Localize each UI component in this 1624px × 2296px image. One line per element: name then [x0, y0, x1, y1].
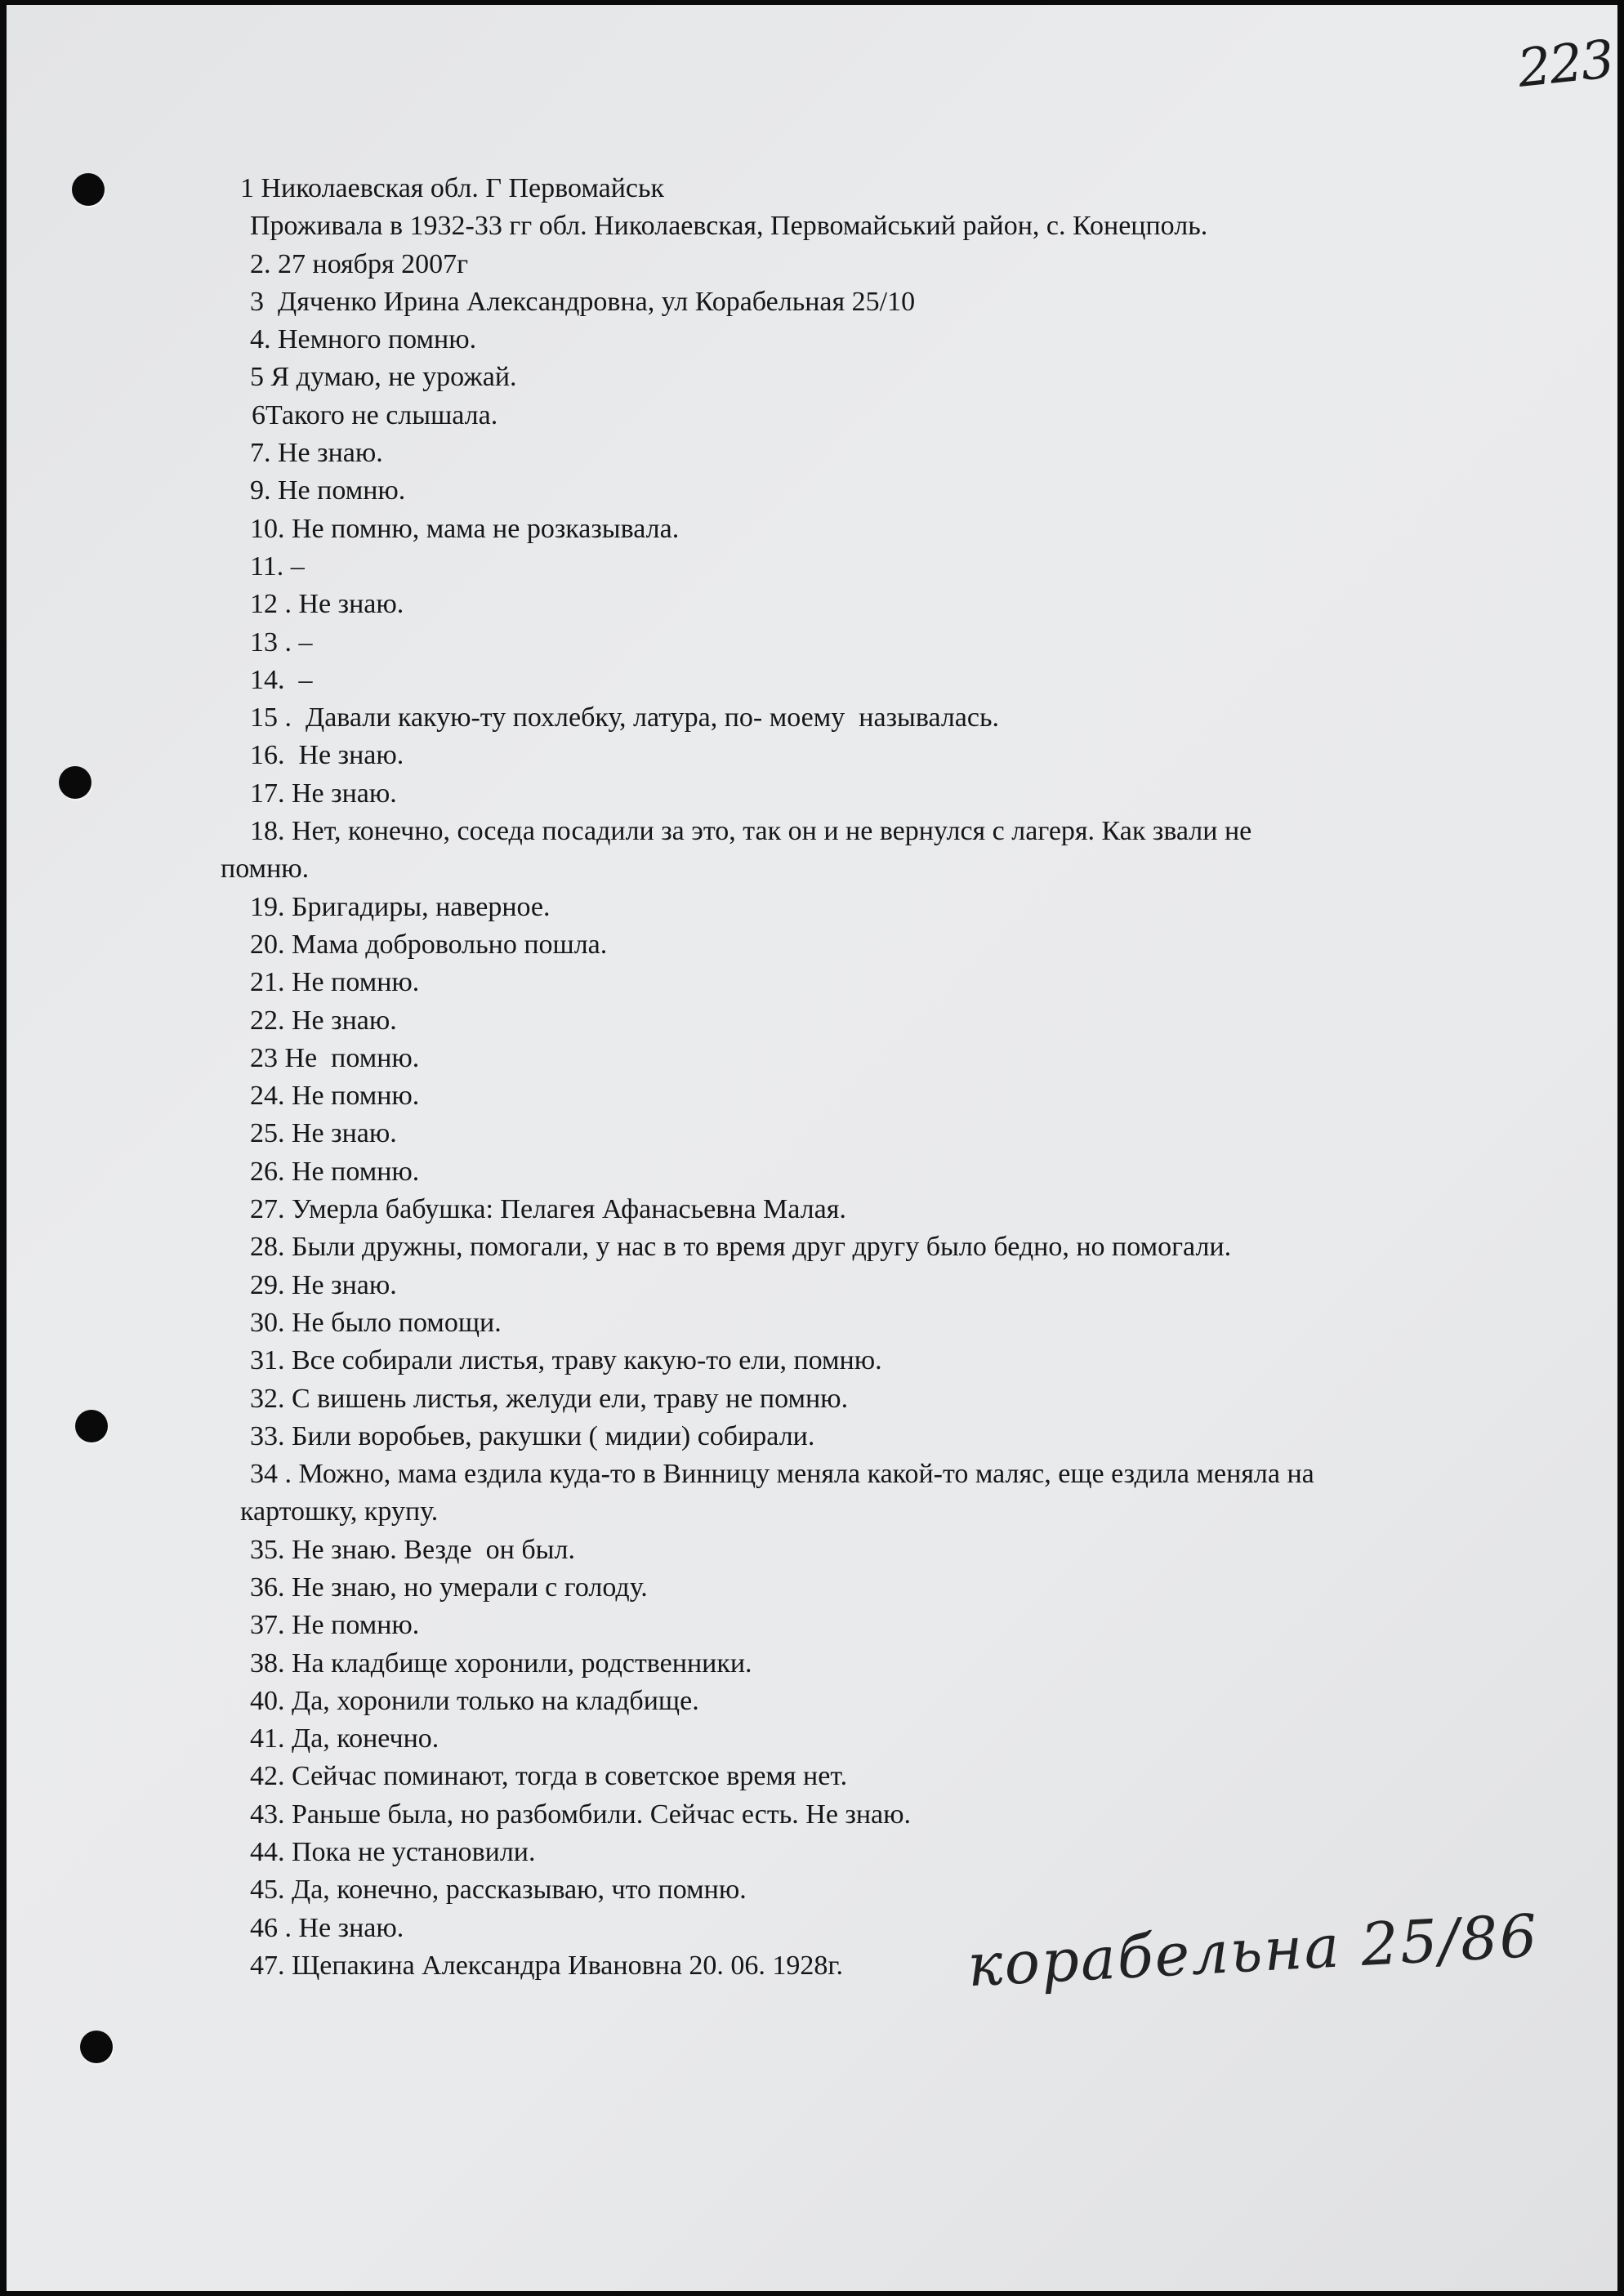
answer-line: 17. Не знаю. [250, 778, 397, 809]
answer-line: 29. Не знаю. [250, 1269, 397, 1300]
answer-line: 13 . – [250, 626, 313, 658]
answer-line: 34 . Можно, мама ездила куда-то в Винницу меняла какой-то маляс, еще ездила меняла на [250, 1459, 1314, 1490]
answer-line: 9. Не помню. [250, 475, 406, 506]
handwritten-address-note: корабельна 25/86 [966, 1901, 1541, 2000]
answer-line: 12 . Не знаю. [250, 589, 404, 620]
punch-hole [80, 2031, 113, 2063]
page-number: 223 [1515, 29, 1616, 100]
document-page [7, 5, 1617, 2291]
answer-line: 7. Не знаю. [250, 438, 383, 469]
answer-line: 1 Николаевская обл. Г Первомайськ [240, 173, 664, 203]
punch-hole [59, 766, 91, 799]
answer-line: 11. – [250, 551, 305, 582]
answer-line: 14. – [250, 664, 313, 695]
answer-line: 32. С вишень листья, желуди ели, траву не помню. [250, 1383, 849, 1414]
punch-hole [72, 173, 105, 206]
answer-line: помню. [221, 854, 310, 885]
answer-line: Проживала в 1932-33 гг обл. Николаевская, Первомайський район, с. Конецполь. [250, 211, 1208, 242]
interview-answers [221, 170, 1564, 1985]
answer-line: 4. Немного помню. [250, 324, 477, 355]
answer-line: 18. Нет, конечно, соседа посадили за это, так он и не вернулся с лагеря. Как звали не [250, 816, 1252, 847]
answer-line: 10. Не помню, мама не розказывала. [250, 513, 680, 544]
answer-line: 37. Не помню. [250, 1610, 420, 1641]
answer-line: 22. Не знаю. [250, 1005, 397, 1036]
answer-line: 16. Не знаю. [250, 740, 404, 771]
answer-line: 47. Щепакина Александра Ивановна 20. 06. 1928г. [250, 1950, 844, 1981]
answer-line: 28. Были дружны, помогали, у нас в то время друг другу было бедно, но помогали. [250, 1232, 1232, 1263]
answer-line: 36. Не знаю, но умерали с голоду. [250, 1572, 648, 1603]
answer-line: 41. Да, конечно. [250, 1723, 439, 1754]
answer-line: картошку, крупу. [240, 1496, 439, 1527]
answer-line: 38. На кладбище хоронили, родственники. [250, 1647, 752, 1679]
answer-line: 45. Да, конечно, рассказываю, что помню. [250, 1875, 747, 1906]
answer-line: 30. Не было помощи. [250, 1307, 502, 1338]
answer-line: 20. Мама добровольно пошла. [250, 929, 608, 960]
answer-line: 46 . Не знаю. [250, 1912, 404, 1943]
answer-line: 24. Не помню. [250, 1081, 420, 1112]
answer-line: 6Такого не слышала. [252, 399, 498, 430]
answer-line: 25. Не знаю. [250, 1118, 397, 1149]
answer-line: 21. Не помню. [250, 967, 420, 998]
answer-line: 26. Не помню. [250, 1156, 420, 1187]
answer-line: 19. Бригадиры, наверное. [250, 891, 551, 922]
punch-hole [75, 1410, 108, 1442]
answer-line: 15 . Давали какую-ту похлебку, латура, по- моему называлась. [250, 702, 999, 733]
answer-line: 31. Все собирали листья, траву какую-то ели, помню. [250, 1345, 882, 1376]
answer-line: 42. Сейчас поминают, тогда в советское время нет. [250, 1761, 848, 1792]
answer-line: 2. 27 ноября 2007г [250, 248, 469, 279]
answer-line: 3 Дяченко Ирина Александровна, ул Корабельная 25/10 [250, 286, 916, 317]
answer-line: 23 Не помню. [250, 1042, 420, 1073]
answer-line: 35. Не знаю. Везде он был. [250, 1534, 575, 1565]
answer-line: 40. Да, хоронили только на кладбище. [250, 1685, 699, 1716]
answer-line: 44. Пока не установили. [250, 1837, 536, 1868]
answer-line: 33. Били воробьев, ракушки ( мидии) собирали. [250, 1420, 815, 1451]
answer-line: 27. Умерла бабушка: Пелагея Афанасьевна Малая. [250, 1194, 846, 1225]
answer-line: 43. Раньше была, но разбомбили. Сейчас есть. Не знаю. [250, 1799, 912, 1830]
answer-line: 5 Я думаю, не урожай. [250, 362, 517, 393]
